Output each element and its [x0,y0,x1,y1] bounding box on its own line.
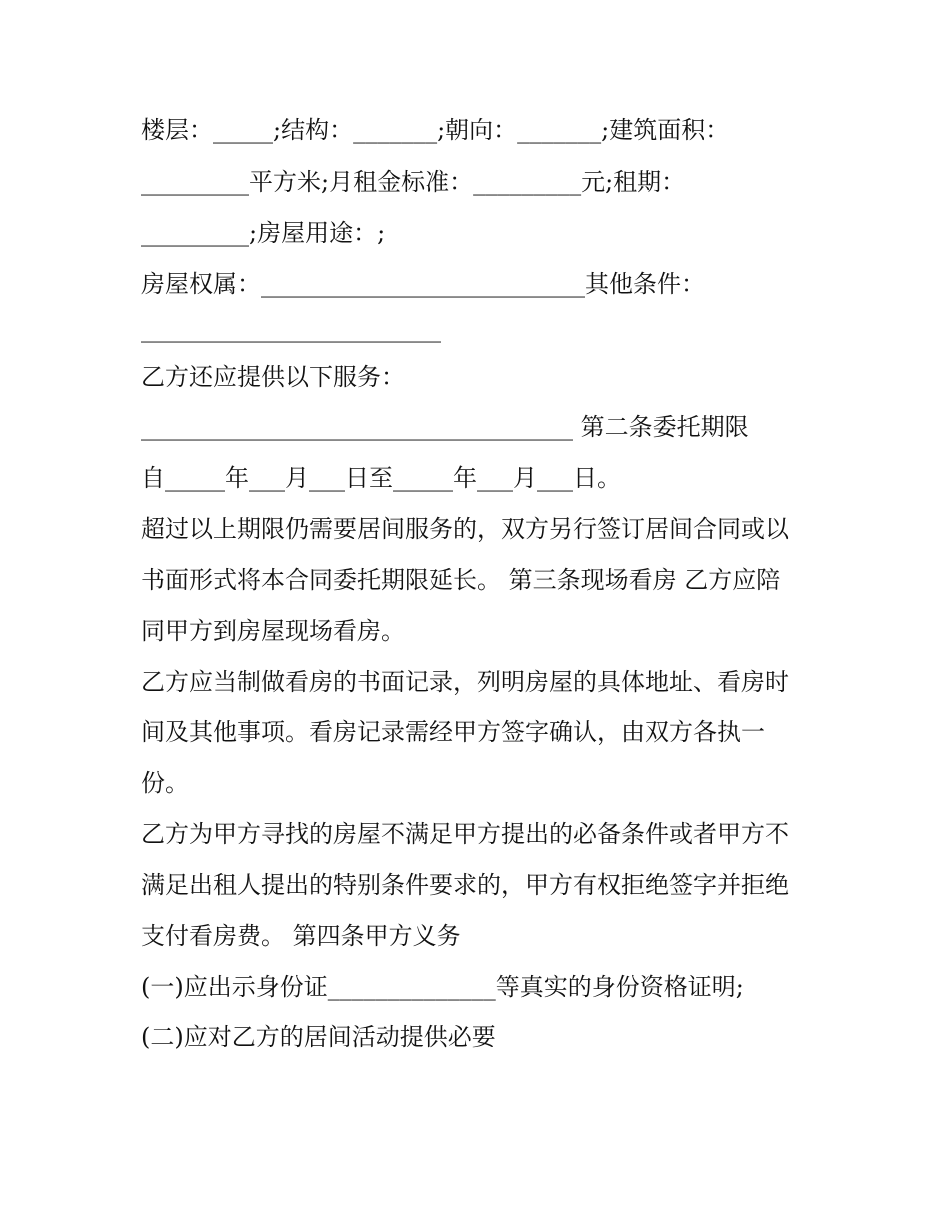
text-line-floor-structure: 楼层：_____;结构：_______;朝向：_______;建筑面积： [141,116,730,144]
text-line-usage: _________;房屋用途：; [141,219,386,247]
paragraph-line: 满足出租人提出的特别条件要求的，甲方有权拒绝签字并拒绝 [141,871,789,899]
list-item-one: (一)应出示身份证______________等真实的身份资格证明; [141,973,744,1001]
paragraph-line: 乙方应当制做看房的书面记录，列明房屋的具体地址、看房时 [141,668,789,696]
text-line-period: 自_____年___月___日至_____年___月___日。 [141,464,621,492]
text-line-services: 乙方还应提供以下服务： [141,363,405,391]
text-line-ownership: 房屋权属：___________________________其他条件： [141,270,705,298]
text-line-blank: _________________________ [141,315,441,343]
list-item-two: (二)应对乙方的居间活动提供必要 [141,1023,496,1051]
paragraph-line: 书面形式将本合同委托期限延长。 第三条现场看房 乙方应陪 [141,566,781,594]
paragraph-line: 份。 [141,769,189,797]
paragraph-line: 乙方为甲方寻找的房屋不满足甲方提出的必备条件或者甲方不 [141,820,789,848]
text-line-article-two: ____________________________________ 第二条委托期限 [141,413,749,441]
paragraph-line: 间及其他事项。看房记录需经甲方签字确认，由双方各执一 [141,718,765,746]
text-line-area-rent: _________平方米;月租金标准：_________元;租期： [141,168,686,196]
paragraph-line: 同甲方到房屋现场看房。 [141,617,405,645]
paragraph-line: 超过以上期限仍需要居间服务的，双方另行签订居间合同或以 [141,515,789,543]
paragraph-line-article-four: 支付看房费。 第四条甲方义务 [141,922,461,950]
